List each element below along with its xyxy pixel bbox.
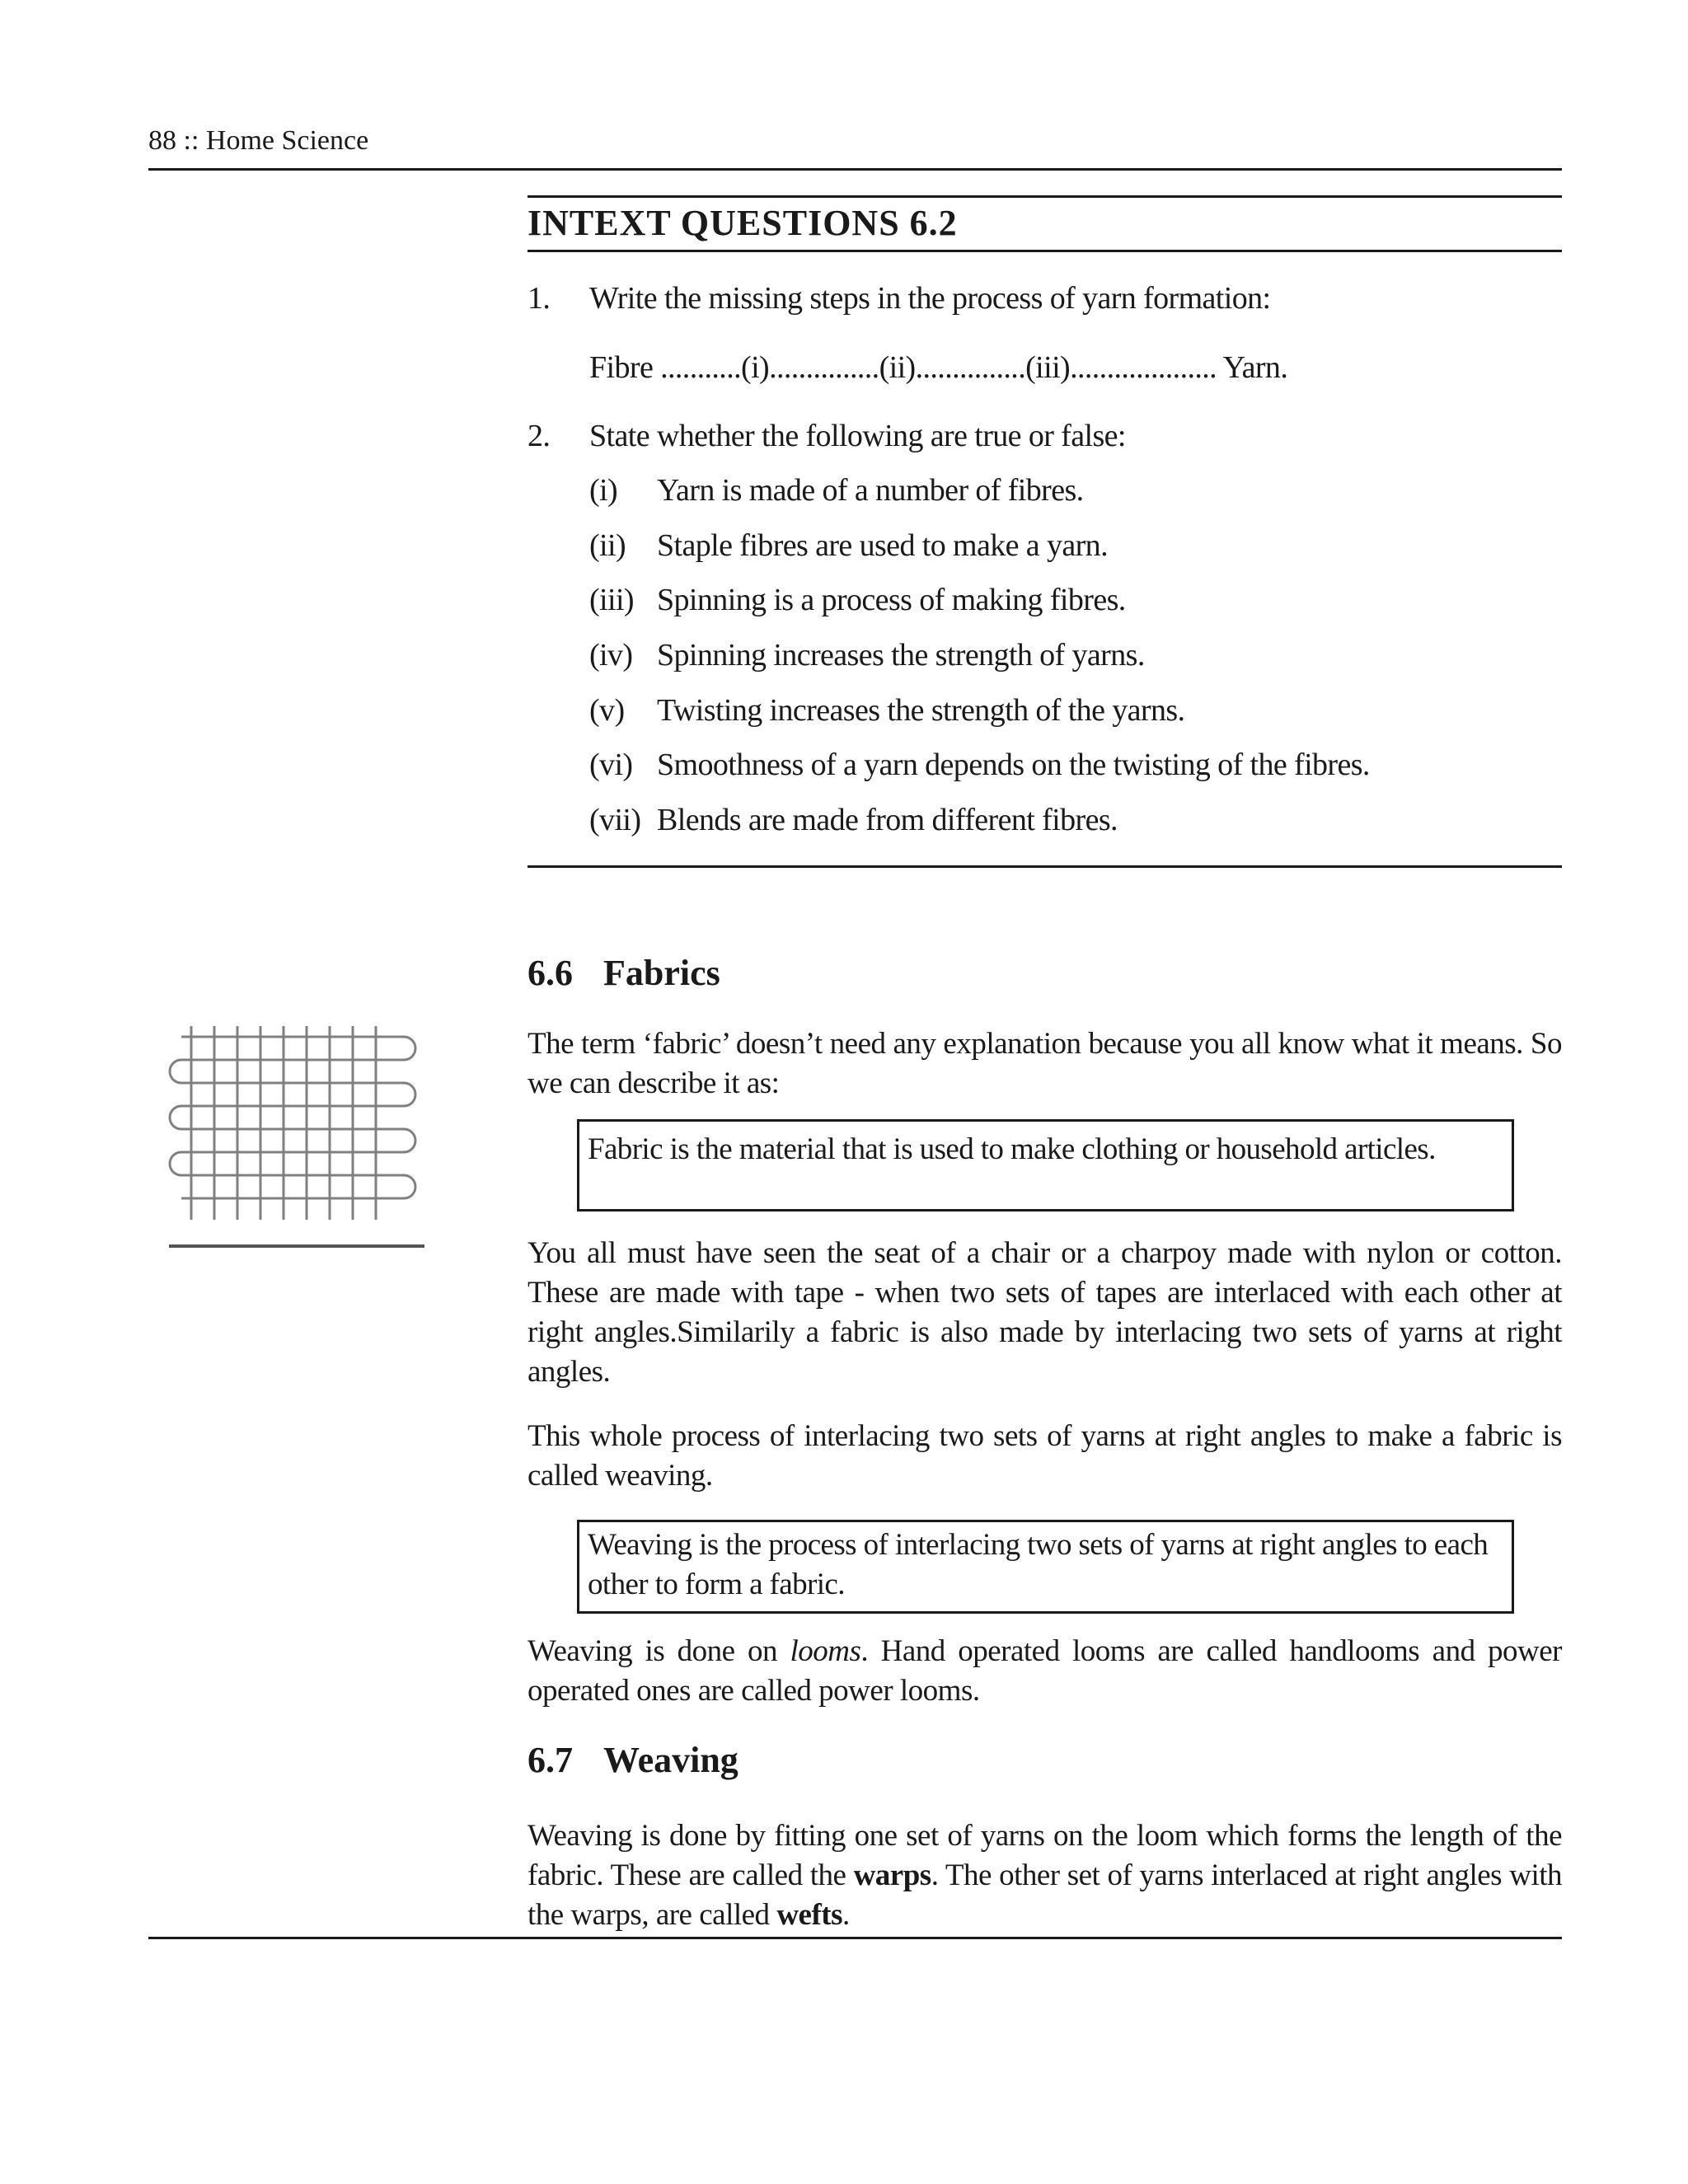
list-item xyxy=(528,527,1562,577)
question-1-text: Write the missing steps in the process of yarn formation: xyxy=(589,281,1271,316)
looms-term: looms xyxy=(790,1634,861,1668)
fabrics-paragraph-3: This whole process of interlacing two sets of yarns at right angles to make a fabric is called weaving. xyxy=(528,1419,1562,1493)
section-heading-fabrics xyxy=(528,952,1562,994)
section-number: 6.6 xyxy=(528,953,573,993)
item-text: Spinning is a process of making fibres. xyxy=(657,583,1126,617)
intext-bottom-rule xyxy=(528,865,1562,868)
wefts-term: wefts xyxy=(776,1898,842,1932)
item-text: Blends are made from different fibres. xyxy=(657,803,1118,837)
item-text: Twisting increases the strength of the yarns. xyxy=(657,693,1185,728)
item-label: (iv) xyxy=(589,638,633,673)
woven-fabric-illustration-icon xyxy=(165,1022,429,1261)
yarn-process-line: Fibre ...........(i)...............(ii)...............(iii).................... Yarn. xyxy=(589,350,1288,385)
item-label: (ii) xyxy=(589,528,626,563)
item-label: (vi) xyxy=(589,748,633,782)
item-text: Smoothness of a yarn depends on the twisting of the fibres. xyxy=(657,748,1370,782)
item-label: (iii) xyxy=(589,583,634,617)
item-text: Spinning increases the strength of yarns. xyxy=(657,638,1145,673)
item-text: Yarn is made of a number of fibres. xyxy=(657,473,1084,508)
question-1-number: 1. xyxy=(528,281,551,316)
looms-paragraph xyxy=(528,1632,1562,1711)
question-1 xyxy=(528,280,1562,330)
question-2-text: State whether the following are true or false: xyxy=(589,419,1126,453)
item-label: (vii) xyxy=(589,803,641,837)
intext-top-rule xyxy=(528,195,1562,198)
list-item xyxy=(528,692,1562,742)
list-item xyxy=(528,582,1562,631)
question-1-line xyxy=(528,349,1562,399)
list-item xyxy=(528,802,1562,851)
item-label: (v) xyxy=(589,693,625,728)
fabrics-intro: The term ‘fabric’ doesn’t need any explanation because you all know what it means. So we can describe it as: xyxy=(528,1027,1562,1100)
item-label: (i) xyxy=(589,473,618,508)
footer-rule xyxy=(148,1937,1562,1939)
list-item xyxy=(528,472,1562,522)
list-item xyxy=(528,747,1562,796)
question-2-number: 2. xyxy=(528,419,551,453)
weaving-definition-box: Weaving is the process of interlacing two sets of yarns at right angles to each other to form a fabric. xyxy=(577,1520,1514,1614)
item-text: Staple fibres are used to make a yarn. xyxy=(657,528,1108,563)
header-rule xyxy=(148,168,1562,171)
intext-title: INTEXT QUESTIONS 6.2 xyxy=(528,203,958,243)
fabric-definition-box: Fabric is the material that is used to make clothing or household articles. xyxy=(577,1119,1514,1212)
warps-term: warps xyxy=(853,1858,931,1892)
section-title: Weaving xyxy=(603,1740,738,1780)
looms-text-end: . Hand operated looms are called handlooms and power operated ones are called power looms. xyxy=(528,1634,1562,1708)
section-heading-weaving xyxy=(528,1739,1562,1781)
weaving-text-3: . xyxy=(842,1898,850,1932)
question-2 xyxy=(528,418,1562,467)
section-number: 6.7 xyxy=(528,1740,573,1780)
intext-title-rule xyxy=(528,250,1562,252)
list-item xyxy=(528,637,1562,687)
section-title: Fabrics xyxy=(603,953,720,993)
fabrics-paragraph-2: You all must have seen the seat of a chair or a charpoy made with nylon or cotton. These are made with tape - when two sets of tapes are interlaced with each other at right angles.Similarily a fabric is also made by interlacing two sets of yarns at right angles. xyxy=(528,1236,1562,1389)
weaving-paragraph xyxy=(528,1816,1562,1935)
looms-text-start: Weaving is done on xyxy=(528,1634,790,1668)
weaving-text-2: . The other set of yarns interlaced at right angles with the warps, are called xyxy=(528,1858,1562,1932)
page-header: 88 :: Home Science xyxy=(148,125,369,156)
weaving-text-1: Weaving is done by fitting one set of yarns on the loom which forms the length of the fabric. These are called the xyxy=(528,1819,1562,1892)
